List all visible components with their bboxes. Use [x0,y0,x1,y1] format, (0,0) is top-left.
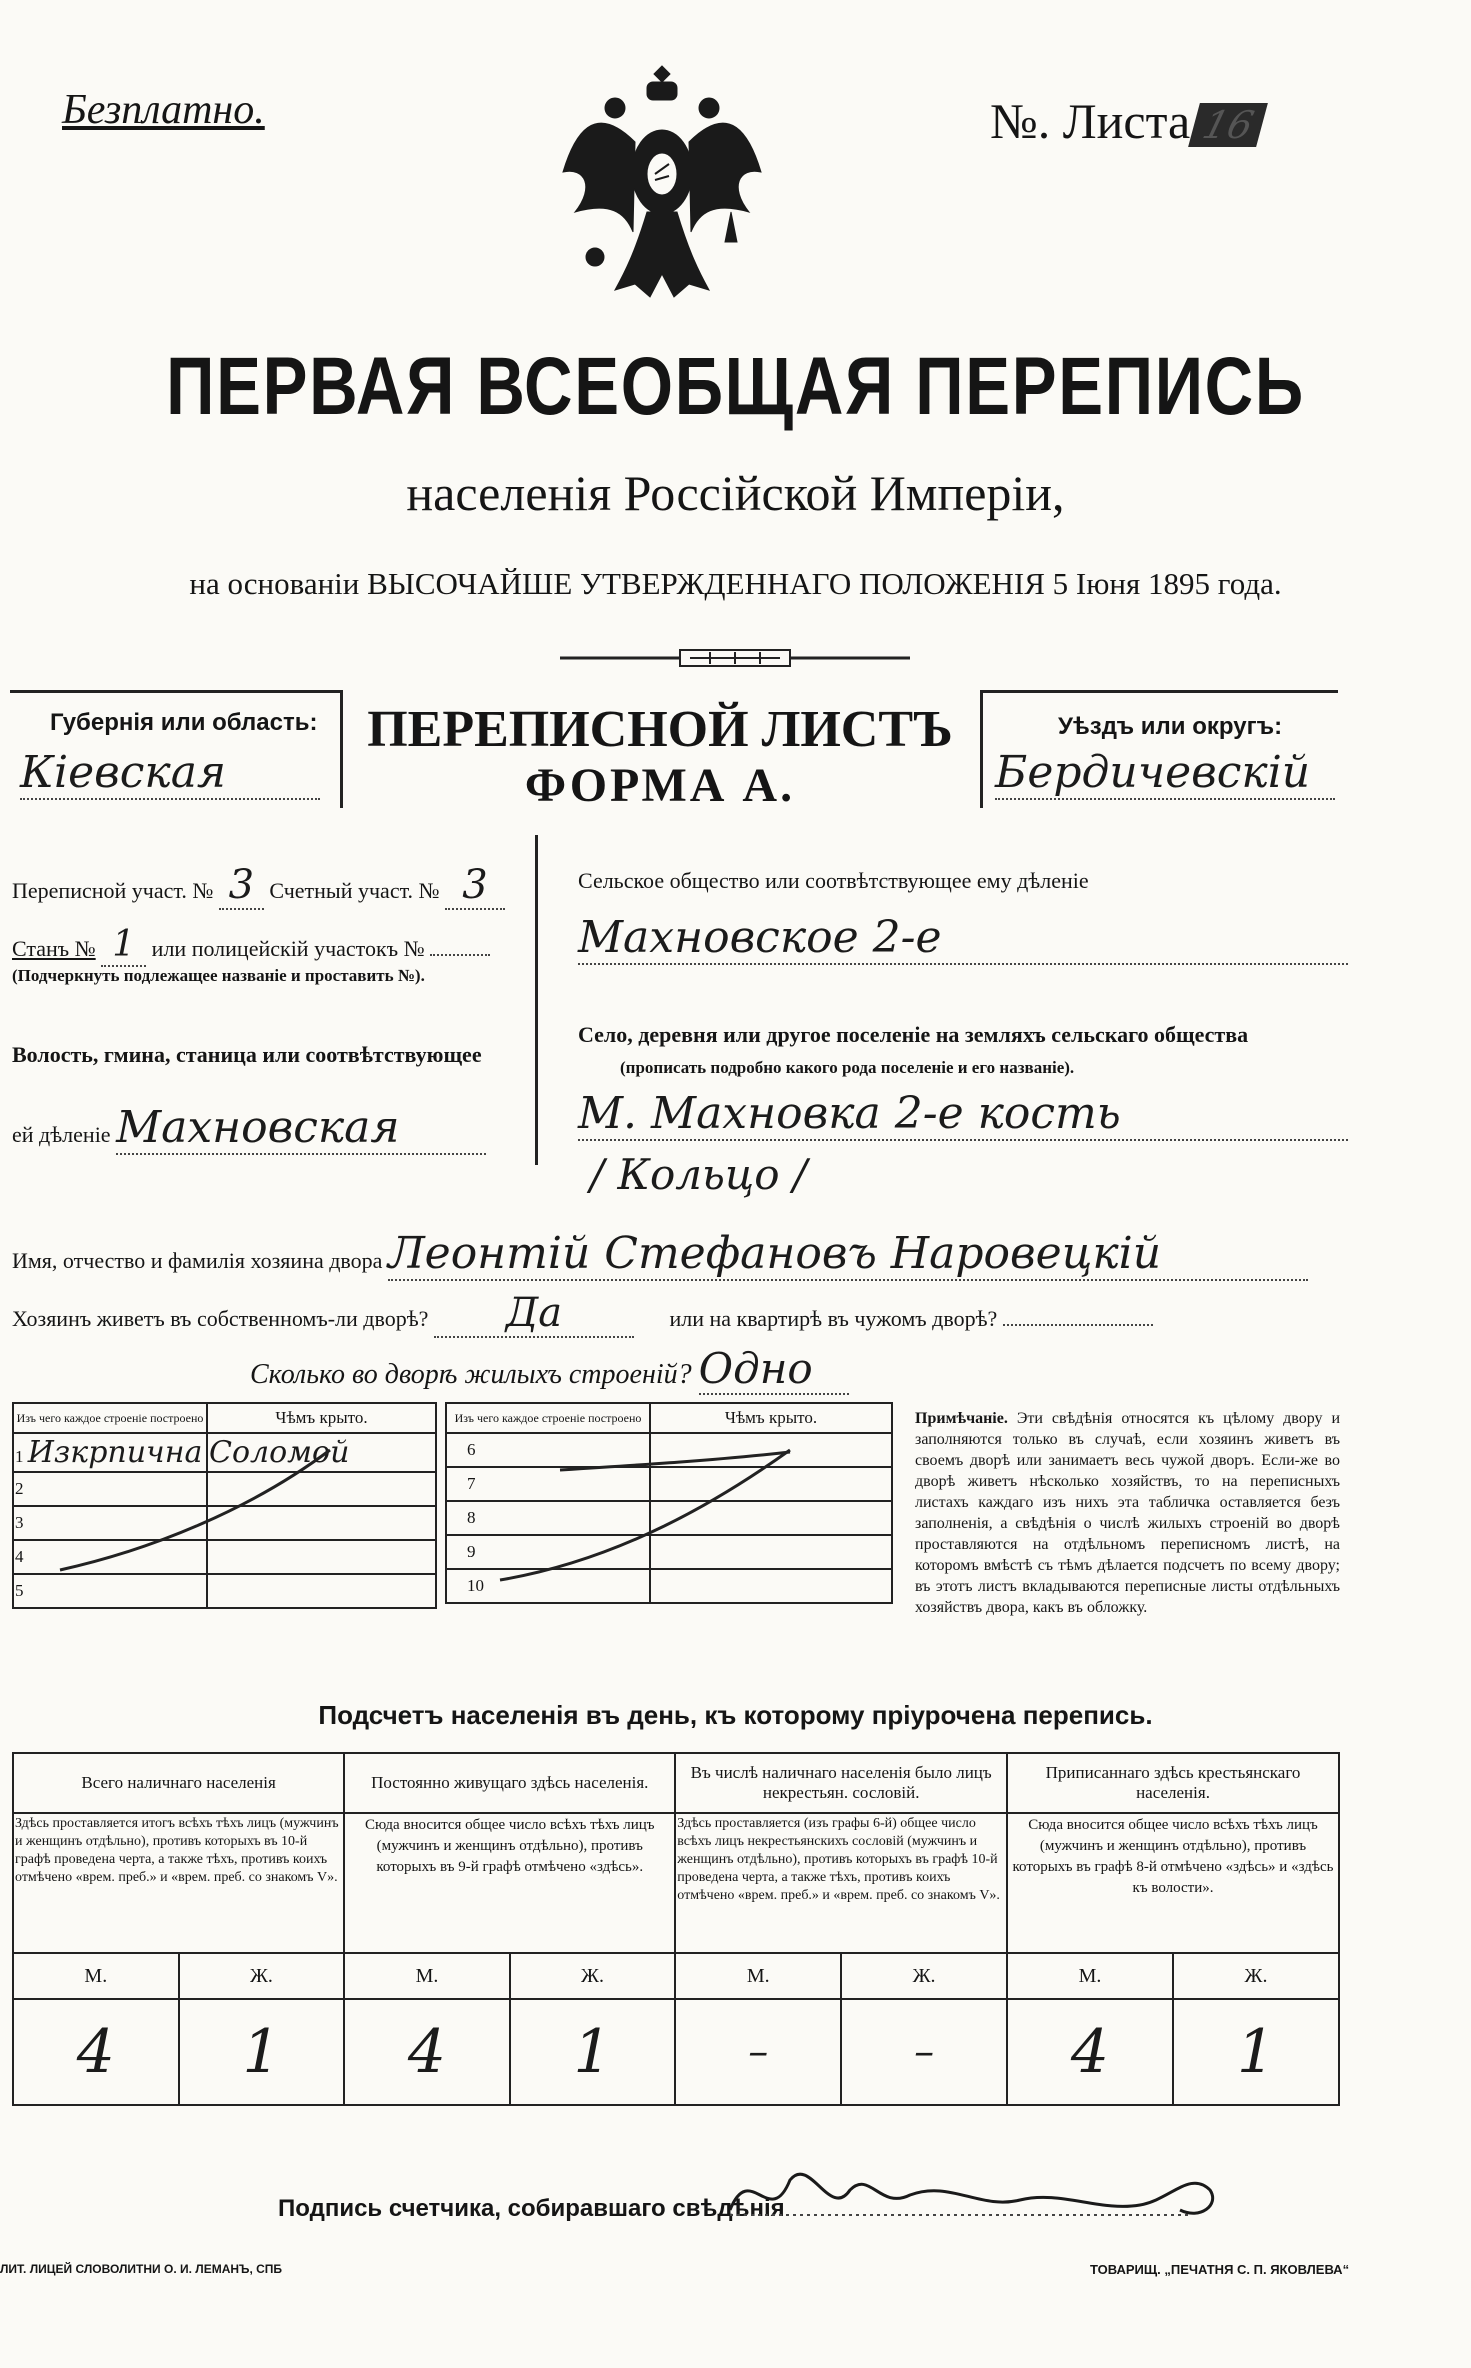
own-yard-label: Хозяинъ живетъ въ собственномъ-ли дворѣ? [12,1306,429,1331]
building-row: 9 [446,1535,650,1569]
society-label: Сельское общество или соотвѣтствующее ему дѣленіе [578,868,1089,893]
volost-label: Волость, гмина, станица или соотвѣтствующее [12,1042,482,1067]
owner-name-value: Леонтій Стефановъ Наровецкій [388,1228,1308,1281]
building-row: 1 Изкрпична [13,1433,207,1472]
count-label: Счетный участ. № [269,878,440,903]
owner-residence-line [12,1290,1153,1338]
stan-label: Станъ № [12,936,96,961]
free-label: Безплатно. [62,87,265,133]
volost-line [12,1102,486,1155]
stan-value: 1 [101,924,146,967]
sheet-number [990,92,1263,150]
summary-header: Въ числѣ наличнаго населенія было лицъ некрестьян. сословій. [675,1753,1007,1813]
roof-header: Чѣмъ крыто. [650,1403,892,1433]
double-headed-eagle-emblem [555,62,770,307]
summary-header: Приписаннаго здѣсь крестьянскаго населенія. [1007,1753,1339,1813]
society-value: Махновское 2-е [578,912,1348,965]
stan-line [12,924,490,967]
sex-female-header: Ж. [179,1953,345,1999]
summary-value: 4 [1007,1999,1173,2105]
summary-header: Всего наличнаго населенія [13,1753,344,1813]
volost-value: Махновская [116,1102,486,1155]
page-subtitle: населенія Россійской Имперіи, [406,465,1065,521]
sex-female-header: Ж. [841,1953,1007,1999]
village-label: Село, деревня или другое поселеніе на земляхъ сельскаго общества [578,1022,1249,1047]
buildings-label: Сколько во дворѣ жилыхъ строеній? [250,1359,692,1390]
material-header: Изъ чего каждое строеніе построено [446,1403,650,1433]
owner-name-label: Имя, отчество и фамилія хозяина двора [12,1248,383,1273]
building-row: 10 [446,1569,650,1603]
material-header: Изъ чего каждое строеніе построено [13,1403,207,1433]
district-line [12,862,505,910]
village-value: М. Махновка 2-е кость [578,1088,1348,1141]
signature-label: Подпись счетчика, собиравшаго свѣдѣнія [278,2195,785,2222]
note-text: Эти свѣдѣнія относятся къ цѣлому двору и заполняются только въ случаѣ, если хозяинъ живетъ въ своемъ дворѣ или занимаетъ весь чужой дворъ. Если-же во дворѣ живетъ нѣсколько хозяйствъ, то на переписныхъ листахъ каждаго изъ нихъ эта табличка оставляется безъ заполненія, а свѣдѣнія о числѣ жилыхъ строеній во дворѣ проставляются на отдѣльномъ переписномъ листѣ, на которомъ вмѣстѣ съ тѣмъ дѣлается подсчетъ по всему двору; въ этотъ листъ вкладываются переписные листы отдѣльныхъ хозяйствъ двора, какъ въ обложку. [915,1410,1341,1616]
volost-label-2: ей дѣленіе [12,1122,111,1147]
building-row: 8 [446,1501,650,1535]
sheet-no-value: 16 [1188,103,1268,147]
sex-male-header: М. [344,1953,510,1999]
summary-value: 4 [13,1999,179,2105]
rent-label: или на квартирѣ въ чужомъ дворѣ? [669,1306,998,1331]
building-row: 5 [13,1574,207,1608]
page-title: ПЕРВАЯ ВСЕОБЩАЯ ПЕРЕПИСЬ [166,341,1305,432]
ornament-divider [560,646,910,670]
form-subtitle: ФОРМА А. [524,759,796,812]
summary-note: Здѣсь проставляется итогъ всѣхъ тѣхъ лицъ (мужчинъ и женщинъ отдѣльно), противъ которыхъ въ 10-й графѣ проведена черта, а также тѣхъ, противъ коихъ отмѣчено «врем. преб.» и «врем. преб. со знакомъ V». [13,1813,344,1953]
uezd-box [980,690,1338,808]
note-block [915,1408,1340,1618]
own-yard-value: Да [434,1290,634,1338]
village-value-2: / Кольцо / [590,1150,807,1199]
police-label: или полицейскій участокъ № [151,936,425,961]
village-note: (прописать подробно какого рода поселеніе и его названіе). [620,1058,1075,1077]
uezd-label: Уѣздъ или округъ: [1058,713,1283,740]
form-title: ПЕРЕПИСНОЙ ЛИСТЪ [367,701,953,758]
summary-table [12,1752,1340,2106]
owner-name-line [12,1228,1308,1281]
sex-male-header: М. [675,1953,841,1999]
cancellation-strokes [0,1430,900,1620]
count-value: 3 [445,862,505,910]
sex-male-header: М. [1007,1953,1173,1999]
district-label: Переписной участ. № [12,878,214,903]
underline-note: (Подчеркнуть подлежащее названіе и проставить №). [12,966,425,985]
summary-value: 1 [179,1999,345,2105]
summary-value: 1 [510,1999,676,2105]
gubernia-box [10,690,343,808]
building-row: 7 [446,1467,650,1501]
building-row: 4 [13,1540,207,1574]
summary-value: 1 [1173,1999,1339,2105]
building-row: 2 [13,1472,207,1506]
printer-left: ЛИТ. ЛИЦЕЙ СЛОВОЛИТНИ О. И. ЛЕМАНЪ, СПБ [0,2262,283,2276]
summary-note: Сюда вносится общее число всѣхъ тѣхъ лицъ (мужчинъ и женщинъ отдѣльно), противъ которыхъ въ 9-й графѣ отмѣчено «здѣсь». [344,1813,675,1953]
printer-right: ТОВАРИЩ. „ПЕЧАТНЯ С. П. ЯКОВЛЕВА“ [1090,2262,1350,2277]
summary-title: Подсчетъ населенія въ день, къ которому пріурочена перепись. [318,1700,1153,1730]
sex-male-header: М. [13,1953,179,1999]
summary-note: Сюда вносится общее число всѣхъ тѣхъ лицъ (мужчинъ и женщинъ отдѣльно), противъ которыхъ въ графѣ 8-й отмѣчено «здѣсь» и «здѣсь къ волости». [1007,1813,1339,1953]
legal-basis: на основаніи ВЫСОЧАЙШЕ УТВЕРЖДЕННАГО ПОЛОЖЕНІЯ 5 Іюня 1895 года. [189,566,1282,601]
summary-value: – [675,1999,841,2105]
gubernia-label: Губернія или область: [50,709,318,736]
sheet-no-label: №. Листа [990,93,1191,149]
uezd-value: Бердичевскій [995,747,1335,800]
sex-female-header: Ж. [510,1953,676,1999]
building-row: 6 [446,1433,650,1467]
note-head: Примѣчаніе. [915,1410,1008,1427]
enumerator-signature [720,2150,1250,2240]
buildings-value: Одно [699,1344,849,1395]
summary-note: Здѣсь проставляется (изъ графы 6-й) общее число всѣхъ лицъ некрестьянскихъ сословій (мужчинъ и женщинъ отдѣльно), противъ которыхъ въ графѣ 10-й проведена черта, а также тѣхъ, противъ коихъ отмѣчено «врем. преб.» и «врем. преб. со знакомъ V». [675,1813,1007,1953]
sex-female-header: Ж. [1173,1953,1339,1999]
building-roof: Соломой [207,1433,436,1472]
summary-header: Постоянно живущаго здѣсь населенія. [344,1753,675,1813]
roof-header: Чѣмъ крыто. [207,1403,436,1433]
gubernia-value: Кіевская [20,747,320,800]
building-row: 3 [13,1506,207,1540]
summary-value: 4 [344,1999,510,2105]
buildings-line [250,1344,849,1395]
district-value: 3 [219,862,264,910]
summary-value: – [841,1999,1007,2105]
column-divider [535,835,538,1165]
